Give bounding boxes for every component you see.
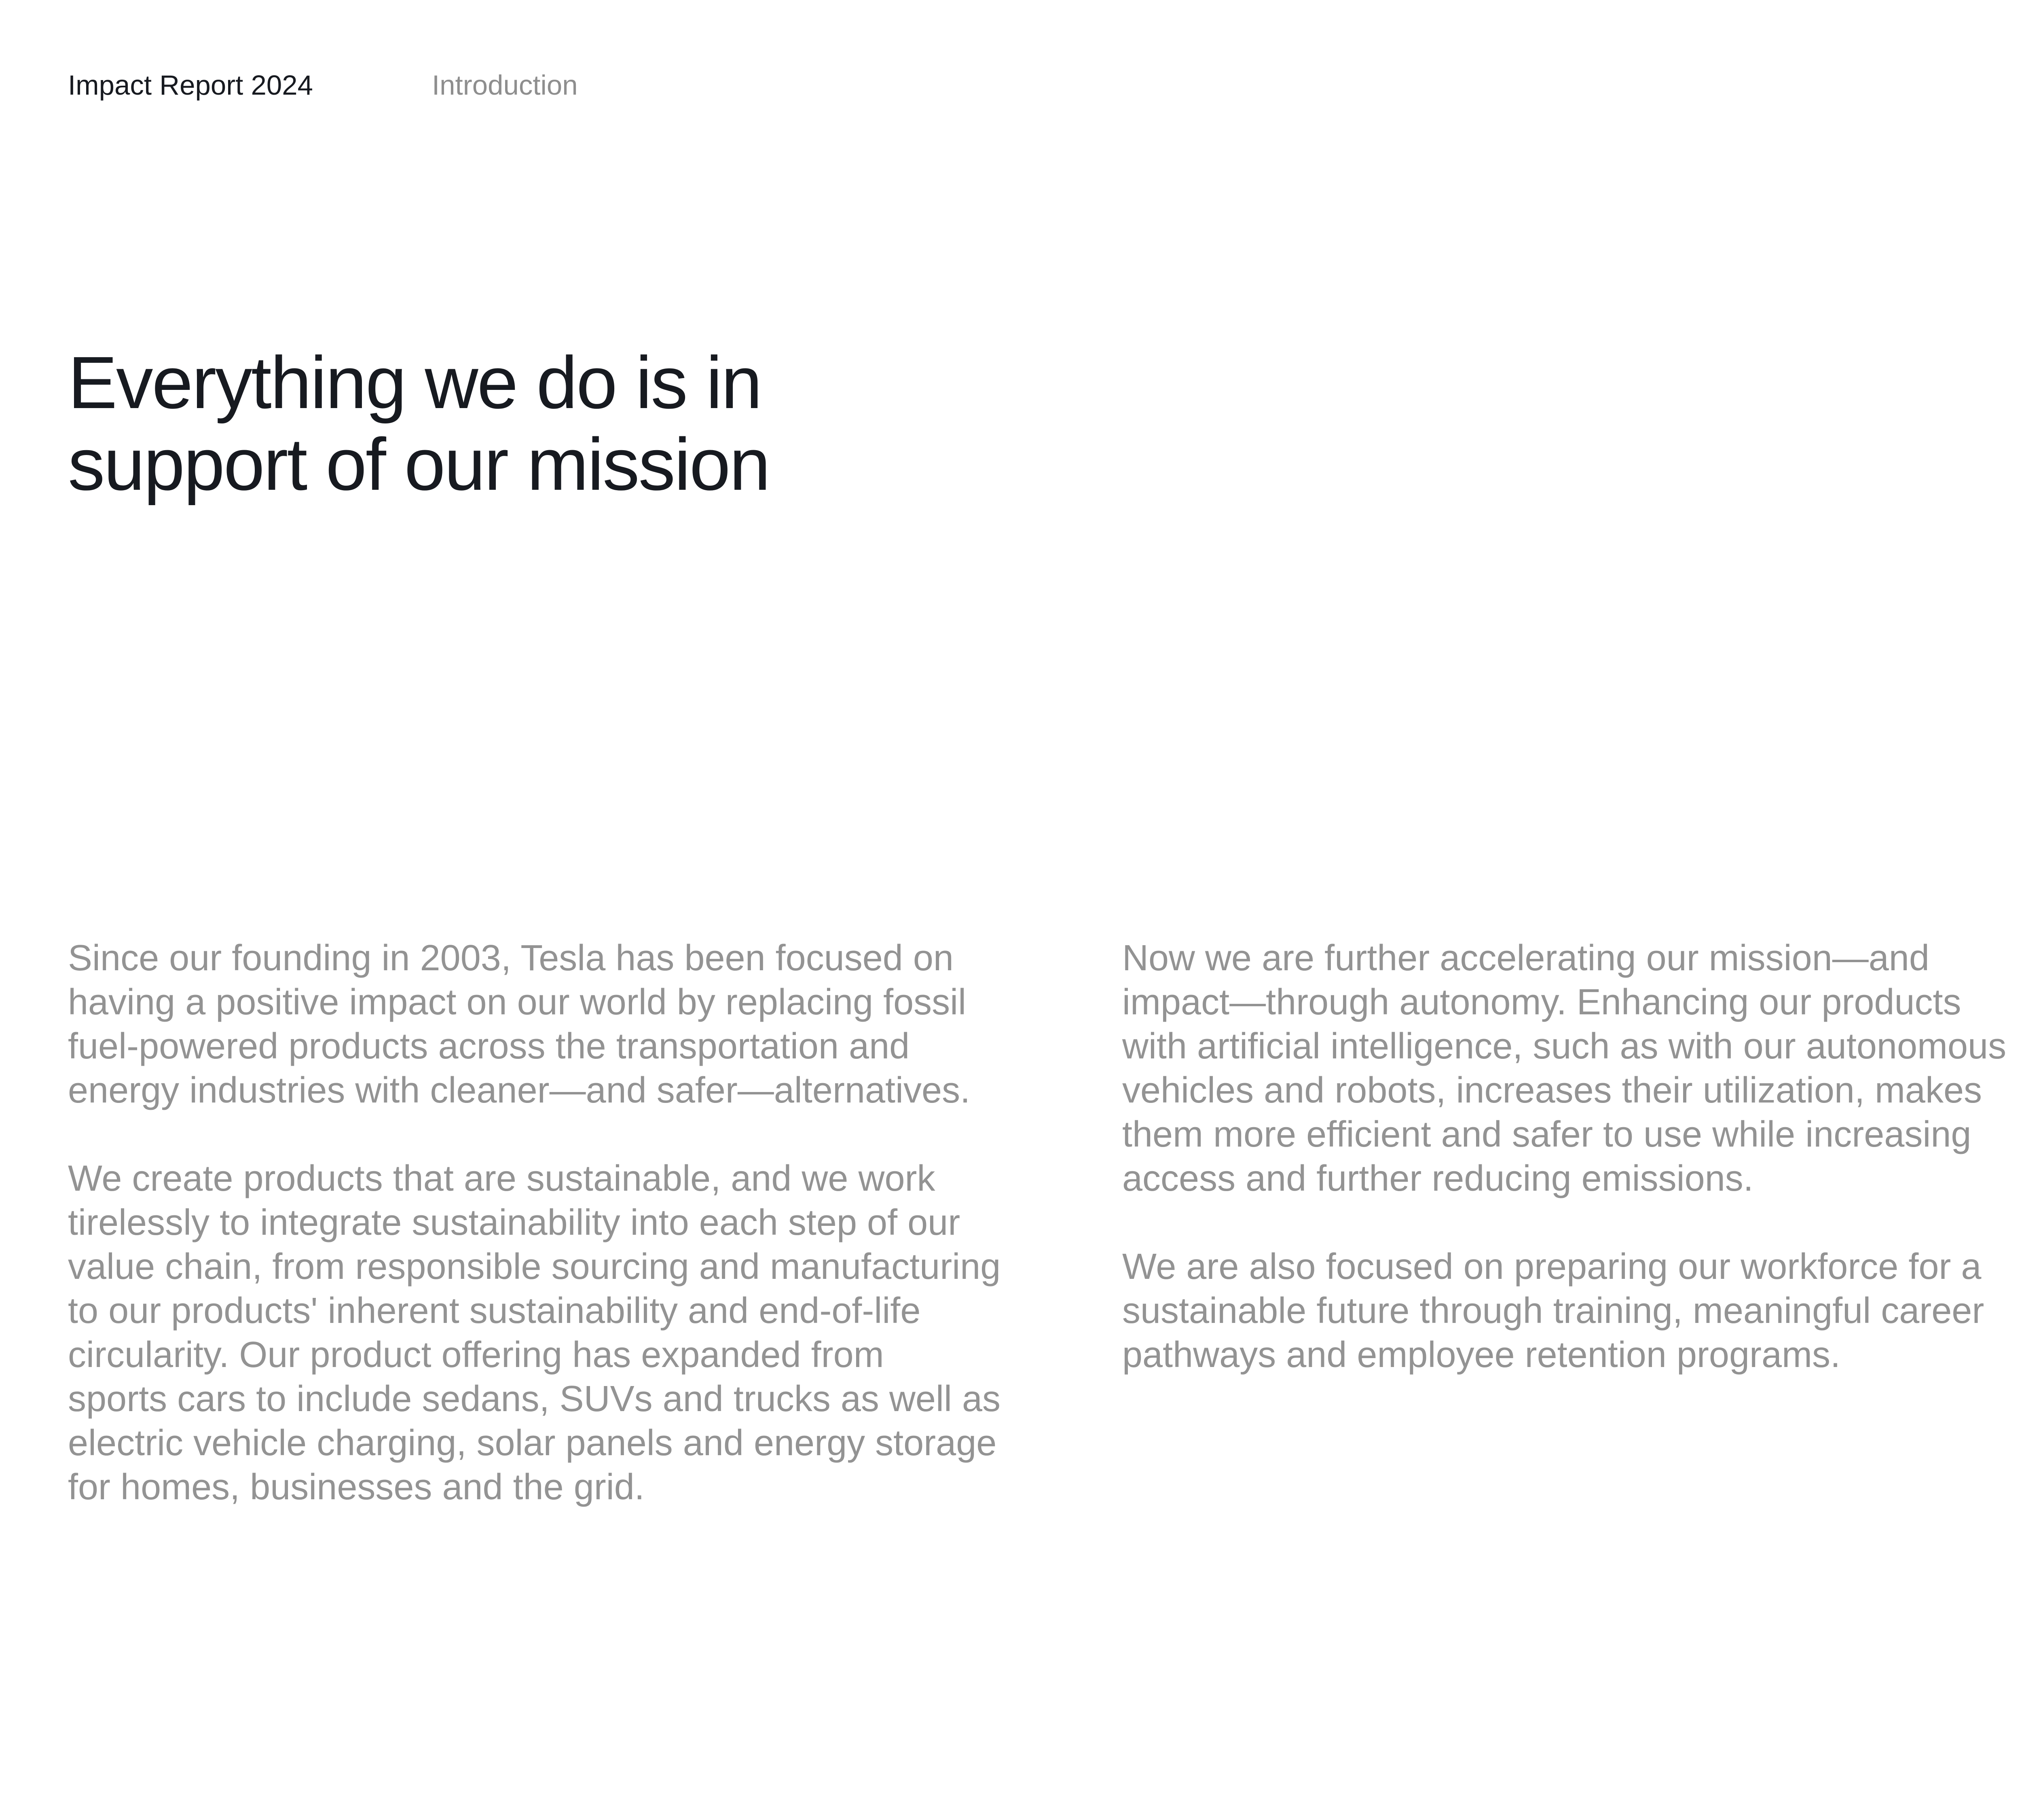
body-line: vehicles and robots, increases their utilization, makes [1122, 1070, 1982, 1111]
body-paragraph [1122, 936, 2022, 1201]
body-column-right [1122, 936, 2022, 1421]
body-line: value chain, from responsible sourcing and manufacturing [68, 1246, 1001, 1287]
body-line: Since our founding in 2003, Tesla has been focused on [68, 938, 954, 978]
body-line: Now we are further accelerating our mission—and [1122, 938, 1929, 978]
report-title: Impact Report 2024 [68, 70, 313, 101]
body-line: We create products that are sustainable, and we work [68, 1158, 935, 1199]
body-line: fuel-powered products across the transportation and [68, 1026, 910, 1067]
body-line: pathways and employee retention programs. [1122, 1335, 1841, 1375]
body-line: electric vehicle charging, solar panels and energy storage [68, 1423, 997, 1463]
body-line: having a positive impact on our world by replacing fossil [68, 982, 967, 1022]
body-line: energy industries with cleaner—and safer—alternatives. [68, 1070, 971, 1111]
body-line: them more efficient and safer to use while increasing [1122, 1114, 1971, 1155]
body-line: sports cars to include sedans, SUVs and trucks as well as [68, 1379, 1001, 1419]
body-line: tirelessly to integrate sustainability into each step of our [68, 1202, 960, 1243]
body-line: with artificial intelligence, such as with our autonomous [1122, 1026, 2007, 1067]
body-paragraph [1122, 1245, 2022, 1377]
body-paragraph [68, 1157, 1087, 1509]
body-line: access and further reducing emissions. [1122, 1158, 1753, 1199]
body-line: for homes, businesses and the grid. [68, 1467, 645, 1507]
headline-line: Everything we do is in [68, 341, 761, 424]
section-label: Introduction [432, 70, 578, 101]
body-line: We are also focused on preparing our workforce for a [1122, 1246, 1982, 1287]
body-column-left [68, 936, 1087, 1553]
body-line: to our products' inherent sustainability and end-of-life [68, 1291, 921, 1331]
body-line: impact—through autonomy. Enhancing our products [1122, 982, 1961, 1022]
headline-line: support of our mission [68, 423, 770, 506]
body-line: circularity. Our product offering has expanded from [68, 1335, 884, 1375]
body-paragraph [68, 936, 1087, 1113]
body-line: sustainable future through training, meaningful career [1122, 1291, 1984, 1331]
page-headline [68, 342, 1079, 505]
